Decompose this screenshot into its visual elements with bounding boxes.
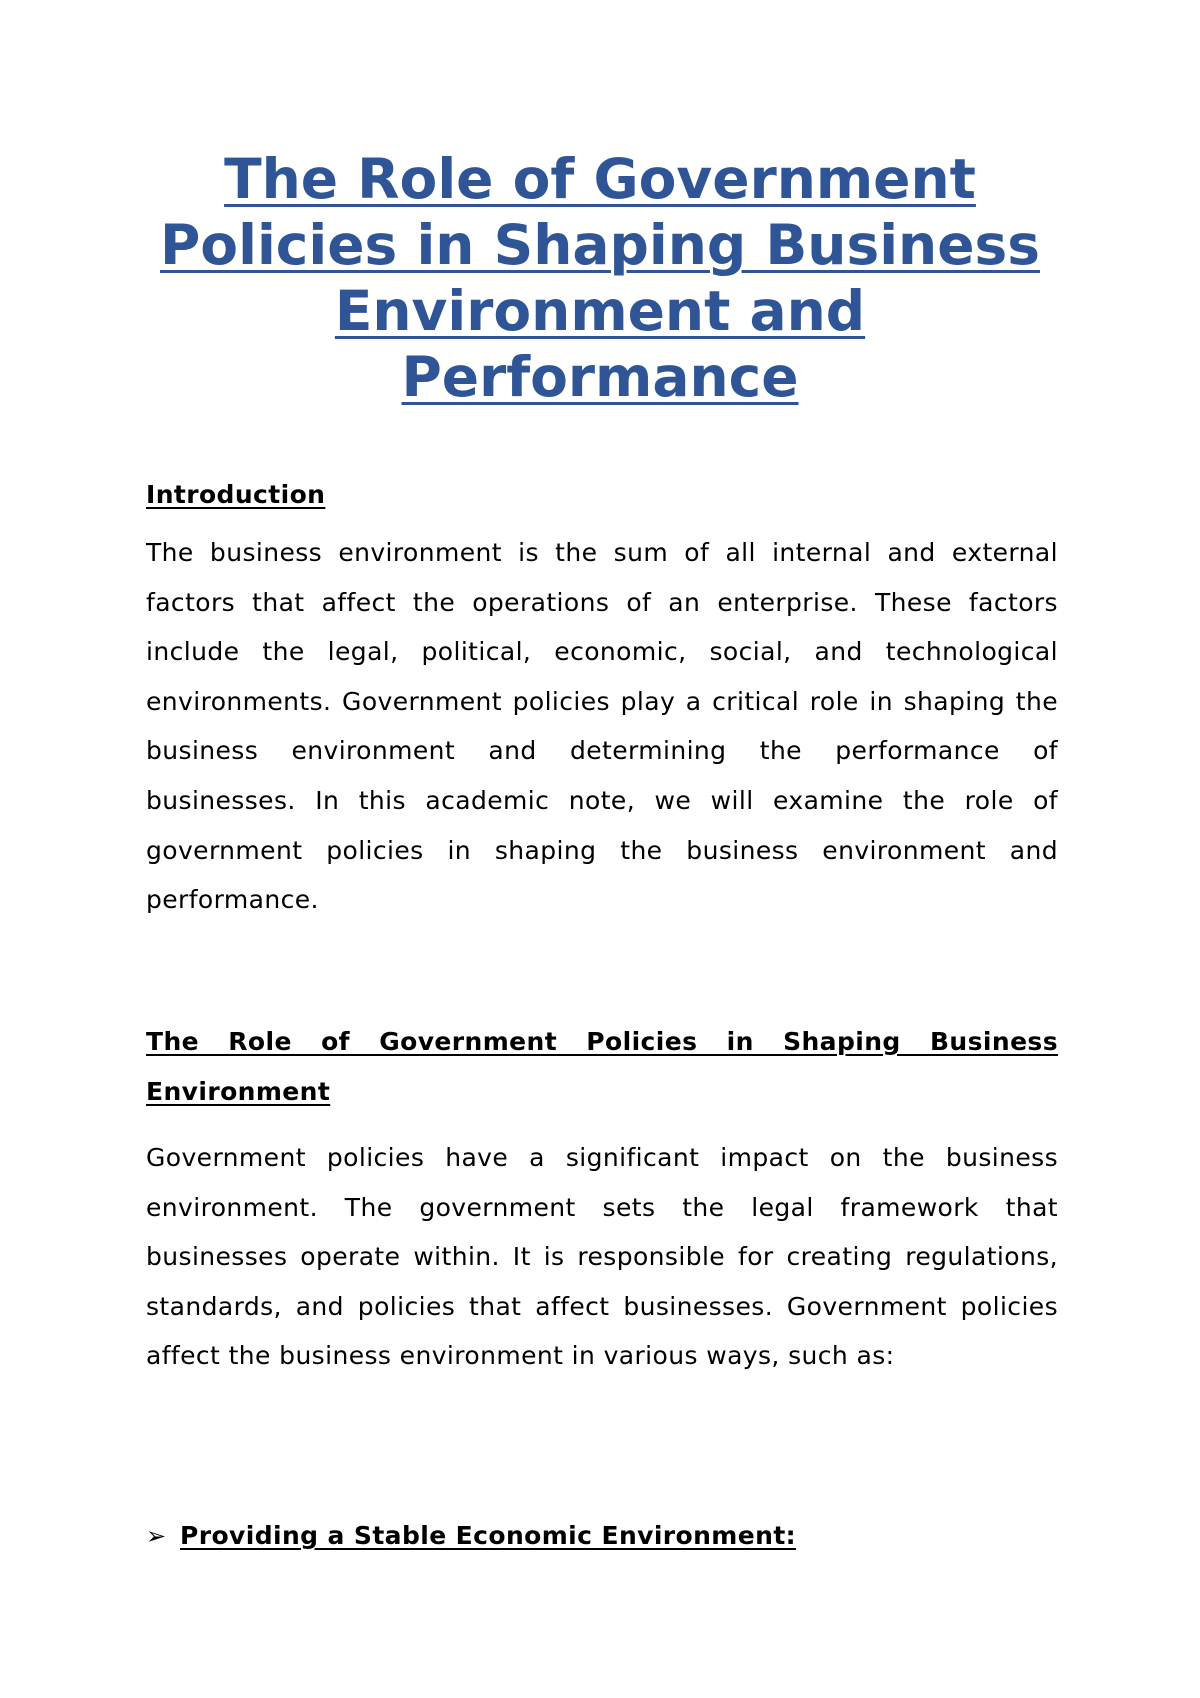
- bullet-item: [146, 1511, 1058, 1561]
- section-heading-government-policies: The Role of Government Policies in Shaping Business Environment: [146, 1027, 1058, 1106]
- document-title: The Role of Government Policies in Shaping Business Environment and Performance: [160, 147, 1040, 409]
- section-paragraph-introduction: The business environment is the sum of all internal and external factors that affect the operations of an enterprise. These factors include the legal, political, economic, social, and technological environments. Government policies play a critical role in shaping the business environment and determining the performance of businesses. In this academic note, we will examine the role of government policies in shaping the business environment and performance.: [146, 538, 1058, 915]
- section-heading-introduction: Introduction: [146, 480, 326, 509]
- arrowhead-bullet-icon: ➢: [146, 1522, 167, 1550]
- section-paragraph-government-policies: Government policies have a significant impact on the business environment. The government sets the legal framework that businesses operate within. It is responsible for creating regulations, standards, and policies that affect businesses. Government policies affect the business environment in various ways, such as:: [146, 1143, 1058, 1371]
- bullet-text: Providing a Stable Economic Environment:: [180, 1521, 797, 1550]
- section-government-policies: [146, 1017, 1058, 1381]
- section-introduction: [146, 470, 1058, 925]
